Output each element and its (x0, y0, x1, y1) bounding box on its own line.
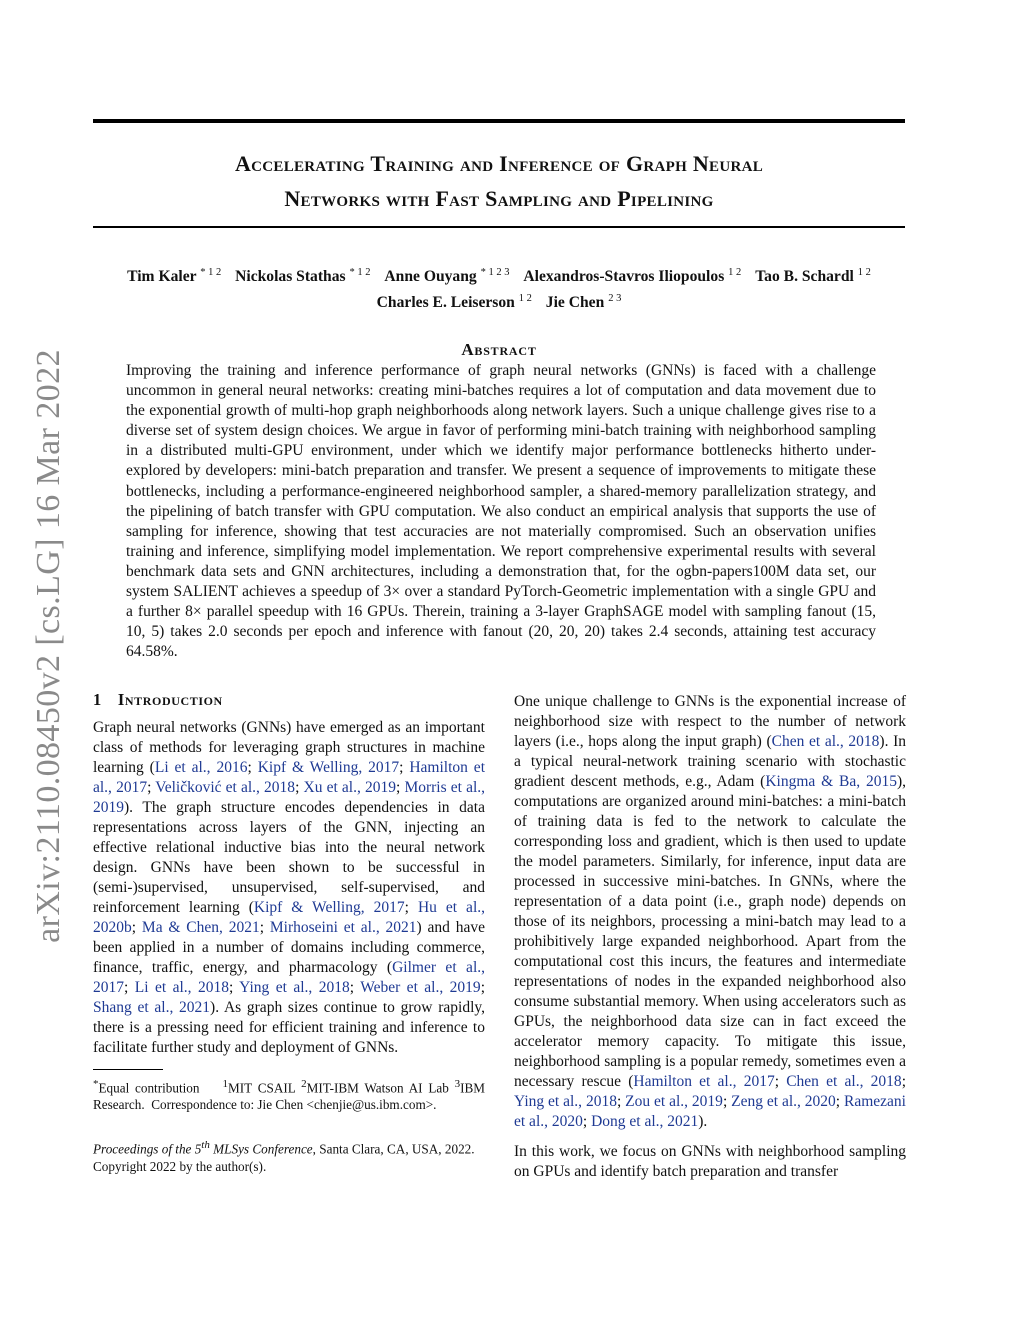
citation-link[interactable]: Weber et al., 2019 (360, 979, 481, 996)
citation-link[interactable]: Ying et al., 2018 (514, 1093, 617, 1110)
author: Tao B. Schardl $^{1 2}$ (755, 267, 871, 286)
citation-link[interactable]: Chen et al., 2018 (771, 733, 880, 750)
intro-paragraph: In this work, we focus on GNNs with neighborhood sampling on GPUs and identify batch preparation and transfer (514, 1143, 906, 1180)
citation-link[interactable]: Chen et al., 2018 (786, 1073, 902, 1090)
left-column (93, 690, 485, 1175)
title-rule-top (93, 119, 905, 123)
citation-link[interactable]: Zeng et al., 2020 (731, 1093, 836, 1110)
section-number: 1 (93, 690, 102, 709)
citation-link[interactable]: Ma & Chen, 2021 (141, 919, 260, 936)
author-list (93, 262, 905, 314)
citation-link[interactable]: Hamilton et al., 2017 (633, 1073, 775, 1090)
abstract-text: Improving the training and inference performance of graph neural networks (GNNs) is faced with a challenge uncommon in general neural networks: creating mini-batches requires a lot of computation and data movement due to the exponential growth of multi-hop graph neighborhoods along network layers. Such a unique challenge gives rise to a diverse set of system design choices. We argue in favor of performing mini-batch training with neighborhood sampling in a distributed multi-GPU environment, under which we identify major performance bottlenecks hitherto under-explored by developers: mini-batch preparation and transfer. We present a sequence of improvements to mitigate these bottlenecks, including a performance-engineered neighborhood sampler, a shared-memory parallelization strategy, and the pipelining of batch transfer with GPU computation. We also conduct an empirical analysis that supports the use of sampling for inference, showing that test accuracies are not materially compromised. Such an observation unifies training and inference, simplifying model implementation. We report comprehensive experimental results with several benchmark data sets and GNN architectures, including a demonstration that, for the ogbn-papers100M data set, our system SALIENT achieves a speedup of 3× over a standard PyTorch-Geometric implementation with a single GPU and a further 8× parallel speedup with 16 GPUs. Therein, training a 3-layer GraphSAGE model with sampling fanout (15, 10, 5) takes 2.0 seconds per epoch and inference with fanout (20, 20, 20) takes 2.4 seconds, attaining test accuracy 64.58%. (126, 362, 876, 661)
citation-link[interactable]: Kipf & Welling, 2017 (253, 899, 405, 916)
citation-link[interactable]: Kingma & Ba, 2015 (765, 773, 897, 790)
citation-link[interactable]: Ramezani et al., 2020 (514, 1093, 906, 1130)
citation-link[interactable]: Morris et al., 2019 (93, 779, 486, 816)
author-line-2 (93, 288, 905, 314)
paper-title (93, 146, 905, 216)
proceedings-note: Proceedings of the 5th MLSys Conference, Santa Clara, CA, USA, 2022. Copyright 2022 by the author(s). (93, 1139, 475, 1174)
citation-link[interactable]: Kipf & Welling, 2017 (257, 759, 400, 776)
intro-paragraph: Graph neural networks (GNNs) have emerged as an important class of methods for leveraging graph structures in machine learning (Li et al., 2016; Kipf & Welling, 2017; Hamilton et al., 2017; Veličković et al., 2018; Xu et al., 2019; Morris et al., 2019). The graph structure encodes dependencies in data representations across layers of the GNN, injecting an effective relational inductive bias into the neural network design. GNNs have been shown to be successful in (semi-)supervised, unsupervised, self-supervised, and reinforcement learning (Kipf & Welling, 2017; Hu et al., 2020b; Ma & Chen, 2021; Mirhoseini et al., 2021) and have been applied in a number of domains including commerce, finance, traffic, energy, and pharmacology (Gilmer et al., 2017; Li et al., 2018; Ying et al., 2018; Weber et al., 2019; Shang et al., 2021). As graph sizes continue to grow rapidly, there is a pressing need for efficient training and inference to facilitate further study and deployment of GNNs. (93, 719, 486, 1056)
citation-link[interactable]: Hamilton et al., 2017 (93, 759, 485, 796)
citation-link[interactable]: Shang et al., 2021 (93, 999, 211, 1016)
author: Charles E. Leiserson $^{1 2}$ (376, 293, 532, 312)
section-heading (93, 690, 485, 710)
footnote-rule (93, 1069, 163, 1070)
author-line-1 (93, 262, 905, 288)
intro-paragraph: One unique challenge to GNNs is the exponential increase of neighborhood size with respect to the number of network layers (i.e., hops along the input graph) (Chen et al., 2018). In a typical neural-network training scenario with stochastic gradient descent methods, e.g., Adam (Kingma & Ba, 2015), computations are organized around mini-batches: a mini-batch of training data is fed to the network to calculate the corresponding loss and gradient, which is then used to update the model parameters. Similarly, for inference, input data are processed in successive mini-batches. In GNNs, where the representation of a data point (i.e., graph node) depends on those of its neighbors, processing a mini-batch may lead to a prohibitively large expanded neighborhood. Apart from the computational cost this incurs, the features and intermediate representations of nodes in the expanded neighborhood also consume substantial memory. When using accelerators such as GPUs, the neighborhood data size can in fact exceed the accelerator memory capacity. To mitigate this issue, neighborhood sampling is a popular remedy, sometimes even a necessary rescue (Hamilton et al., 2017; Chen et al., 2018; Ying et al., 2018; Zou et al., 2019; Zeng et al., 2020; Ramezani et al., 2020; Dong et al., 2021). (514, 693, 906, 1130)
author: Alexandros-Stavros Iliopoulos $^{1 2}$ (523, 267, 742, 286)
author: Nickolas Stathas $^{* 1 2}$ (235, 267, 371, 286)
author: Anne Ouyang $^{* 1 2 3}$ (384, 267, 510, 286)
title-rule-bottom (93, 226, 905, 228)
author: Tim Kaler $^{* 1 2}$ (127, 267, 222, 286)
arxiv-identifier: arXiv:2110.08450v2 [cs.LG] 16 Mar 2022 (30, 349, 67, 943)
author: Jie Chen $^{2 3}$ (545, 293, 622, 312)
title-line-2: Networks with Fast Sampling and Pipelining (284, 186, 714, 211)
footnote: *Equal contribution $^1$MIT CSAIL $^2$MIT-IBM Watson AI Lab $^3$IBM Research. Correspondence to: Jie Chen <chenjie@us.ibm.com>. (93, 1078, 486, 1113)
citation-link[interactable]: Gilmer et al., 2017 (93, 959, 485, 996)
citation-link[interactable]: Xu et al., 2019 (303, 779, 396, 796)
citation-link[interactable]: Mirhoseini et al., 2021 (269, 919, 417, 936)
right-column (514, 692, 906, 1182)
citation-link[interactable]: Hu et al., 2020b (93, 899, 485, 936)
citation-link[interactable]: Li et al., 2016 (154, 759, 248, 776)
citation-link[interactable]: Veličković et al., 2018 (155, 779, 296, 796)
title-line-1: Accelerating Training and Inference of Graph Neural (234, 151, 764, 176)
citation-link[interactable]: Dong et al., 2021 (591, 1113, 699, 1130)
citation-link[interactable]: Li et al., 2018 (134, 979, 229, 996)
citation-link[interactable]: Ying et al., 2018 (239, 979, 350, 996)
abstract-heading: Abstract (461, 340, 537, 359)
citation-link[interactable]: Zou et al., 2019 (625, 1093, 723, 1110)
section-title: Introduction (117, 690, 223, 709)
